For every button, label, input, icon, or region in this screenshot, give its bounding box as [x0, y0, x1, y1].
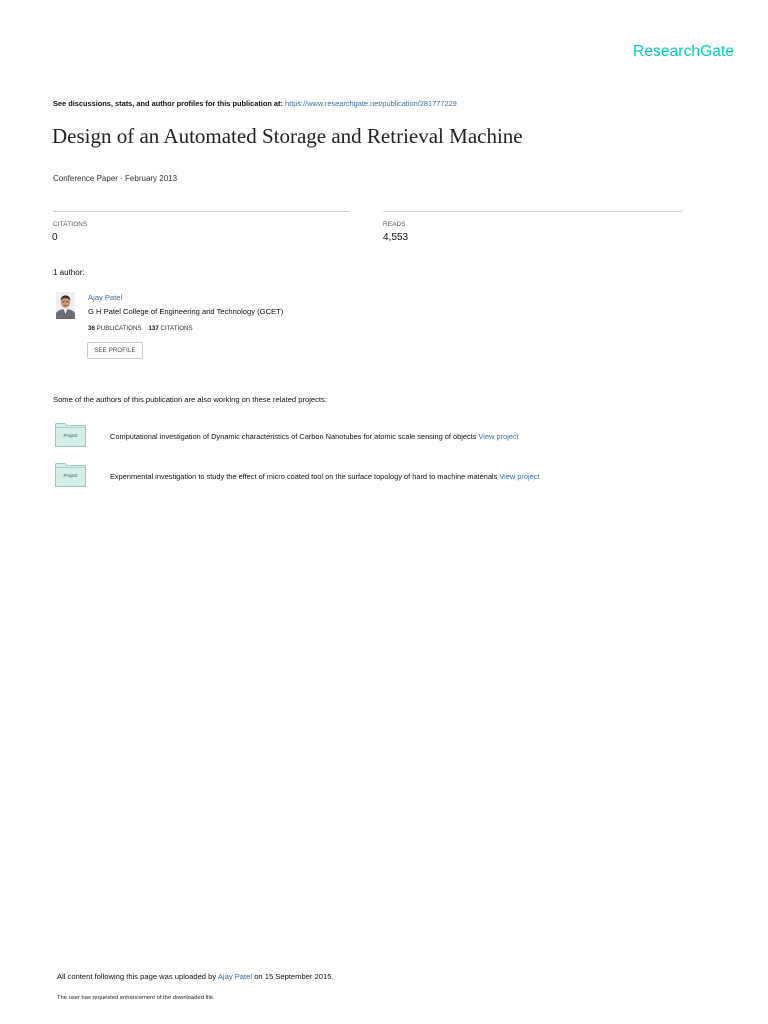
project-icon-label: Project: [63, 433, 78, 438]
author-stats: [88, 325, 193, 332]
project-description: Computational investigation of Dynamic characteristics of Carbon Nanotubes for atomic scale sensing of objects: [110, 432, 477, 441]
project-item: [110, 432, 519, 441]
project-icon-label: Project: [63, 473, 78, 478]
discussion-text: See discussions, stats, and author profiles for this publication at:: [53, 99, 283, 108]
citations-value: 0: [52, 232, 58, 243]
author-citations-count: 137: [148, 325, 159, 332]
view-project-link[interactable]: View project: [499, 472, 540, 481]
view-project-link[interactable]: View project: [478, 432, 519, 441]
author-citations-label: CITATIONS: [160, 325, 193, 332]
related-projects-heading: Some of the authors of this publication are also working on these related projects:: [53, 395, 327, 404]
author-name-link[interactable]: Ajay Patel: [88, 293, 123, 302]
uploaded-prefix: All content following this page was uploaded by: [57, 972, 217, 981]
author-avatar[interactable]: [56, 292, 75, 319]
publication-url-link[interactable]: https://www.researchgate.net/publication/281777229: [285, 99, 457, 108]
project-folder-icon[interactable]: [55, 463, 86, 487]
author-publications-count: 36: [88, 325, 95, 332]
researchgate-logo[interactable]: ResearchGate: [633, 43, 735, 60]
uploader-name-link[interactable]: Ajay Patel: [217, 972, 253, 981]
see-profile-button[interactable]: SEE PROFILE: [87, 342, 143, 359]
uploaded-suffix: on 15 September 2015.: [254, 972, 334, 981]
publication-title: Design of an Automated Storage and Retrieval Machine: [52, 124, 523, 148]
author-institution: G H Patel College of Engineering and Technology (GCET): [88, 307, 284, 316]
publication-meta: Conference Paper · February 2013: [53, 174, 178, 183]
project-item: [110, 472, 539, 481]
reads-value: 4,553: [383, 232, 409, 243]
reads-label: READS: [383, 221, 406, 228]
citations-label: CITATIONS: [53, 221, 88, 228]
reads-divider: [383, 211, 682, 212]
author-photo-icon: [56, 292, 75, 319]
project-description: Experimental investigation to study the effect of micro coated tool on the surface topology of hard to machine materials: [110, 472, 498, 481]
uploaded-by-line: [57, 972, 334, 981]
author-publications-label: PUBLICATIONS: [96, 325, 142, 332]
discussion-line: [53, 99, 457, 108]
citations-divider: [53, 211, 350, 212]
download-note: The user has requested enhancement of the downloaded file.: [57, 995, 215, 1001]
project-folder-icon[interactable]: [55, 423, 86, 447]
authors-count: 1 author:: [53, 268, 85, 277]
